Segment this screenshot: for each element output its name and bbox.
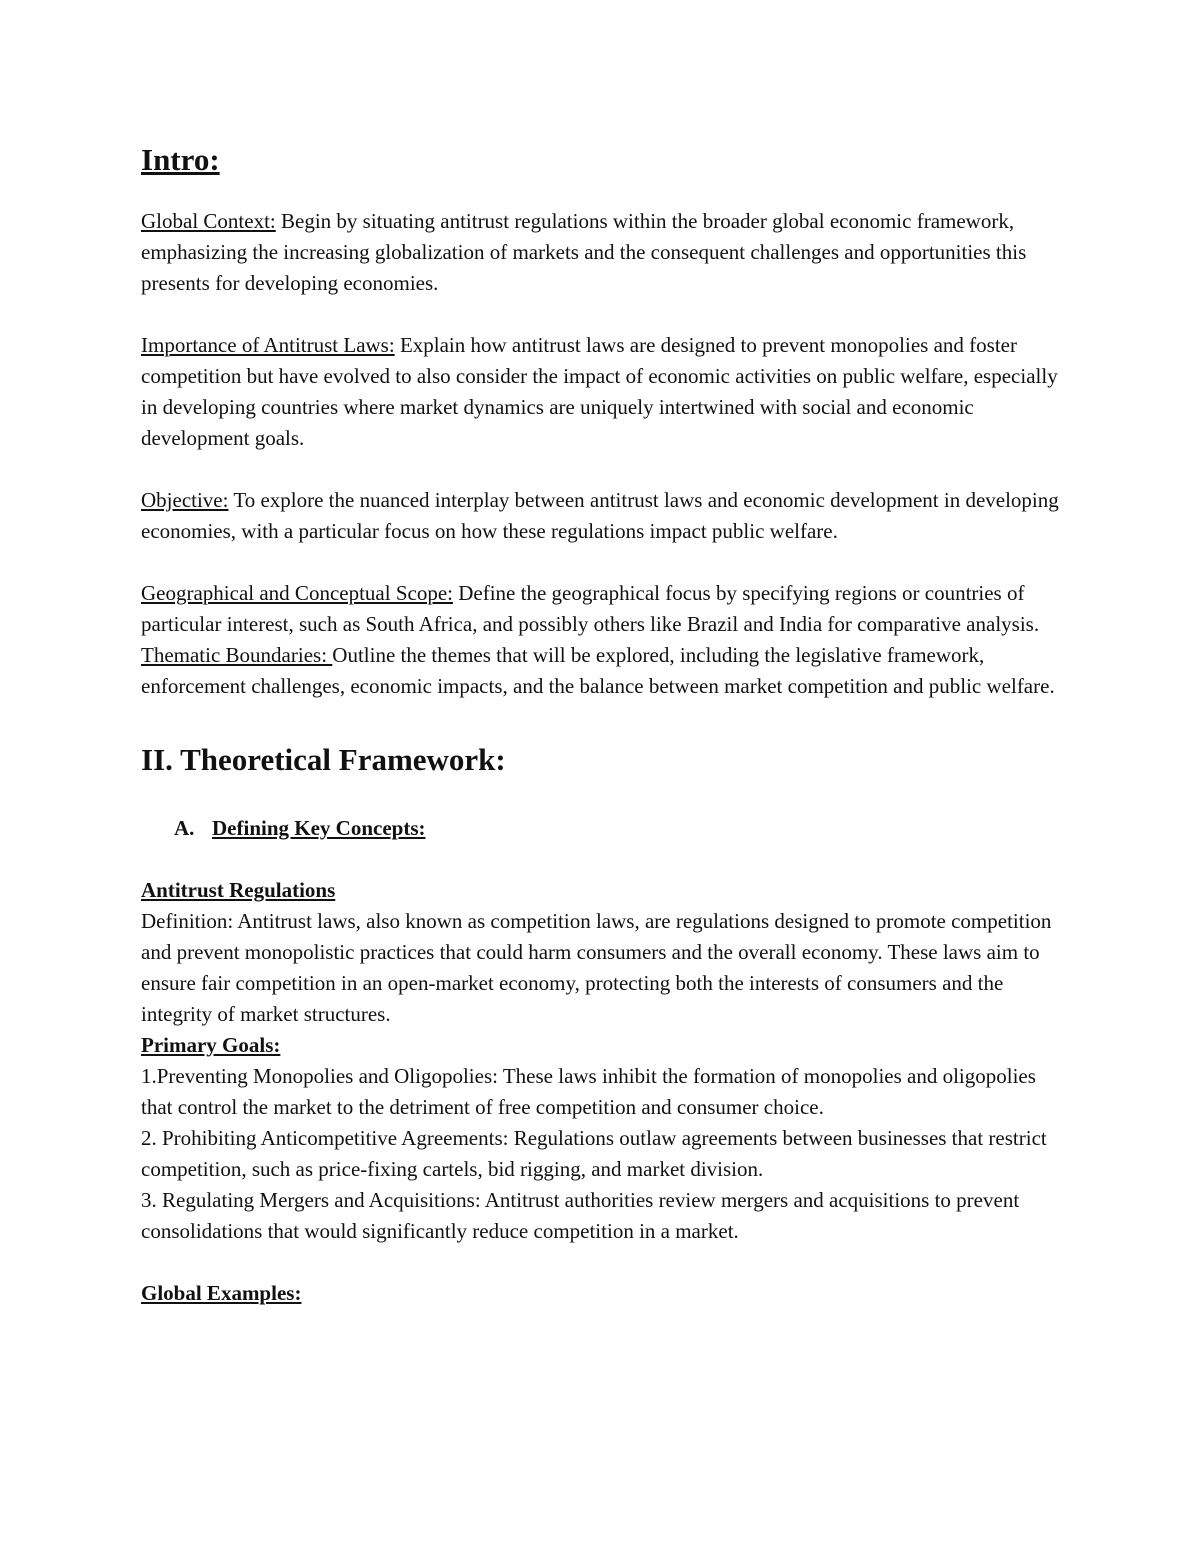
- goal-item: 3. Regulating Mergers and Acquisitions: Antitrust authorities review mergers and acquisitions to prevent consolidations that would significantly reduce competition in a market.: [141, 1188, 1020, 1243]
- scope-paragraph: [141, 578, 1071, 640]
- antitrust-definition: Definition: Antitrust laws, also known as competition laws, are regulations designed to promote competition and prevent monopolistic practices that could harm consumers and the overall economy. These laws aim to ensure fair competition in an open-market economy, protecting both the interests of consumers and the integrity of market structures.: [141, 909, 1052, 1026]
- importance-text: Explain how antitrust laws are designed to prevent monopolies and foster competition but have evolved to also consider the impact of economic activities on public welfare, especially in developing countries where market dynamics are uniquely intertwined with social and economic development goals.: [141, 333, 1058, 450]
- goal-item: 2. Prohibiting Anticompetitive Agreements: Regulations outlaw agreements between businesses that restrict competition, such as price-fixing cartels, bid rigging, and market division.: [141, 1126, 1047, 1181]
- thematic-paragraph: [141, 640, 1071, 702]
- spacer: [141, 454, 1071, 485]
- global-context-label: Global Context:: [141, 209, 276, 233]
- antitrust-regulations-heading: Antitrust Regulations: [141, 878, 336, 902]
- spacer: [141, 1247, 1071, 1278]
- subsection-title: Defining Key Concepts:: [212, 816, 426, 840]
- thematic-label: Thematic Boundaries:: [141, 643, 333, 667]
- importance-paragraph: [141, 330, 1071, 454]
- global-context-paragraph: [141, 206, 1071, 299]
- global-examples-heading: Global Examples:: [141, 1281, 302, 1305]
- document-page: [141, 140, 1071, 1309]
- spacer: [141, 547, 1071, 578]
- objective-text: To explore the nuanced interplay between antitrust laws and economic development in developing economies, with a particular focus on how these regulations impact public welfare.: [141, 488, 1059, 543]
- subsection-letter: A.: [174, 816, 195, 840]
- scope-label: Geographical and Conceptual Scope:: [141, 581, 453, 605]
- thematic-text: Outline the themes that will be explored, including the legislative framework, enforcement challenges, economic impacts, and the balance between market competition and public welfare.: [141, 643, 1055, 698]
- goal-item: 1.Preventing Monopolies and Oligopolies: These laws inhibit the formation of monopolies and oligopolies that control the market to the detriment of free competition and consumer choice.: [141, 1064, 1036, 1119]
- subsection-heading: [141, 813, 1071, 844]
- scope-text: Define the geographical focus by specifying regions or countries of particular interest, such as South Africa, and possibly others like Brazil and India for comparative analysis.: [141, 581, 1040, 636]
- global-context-text: Begin by situating antitrust regulations within the broader global economic framework, emphasizing the increasing globalization of markets and the consequent challenges and opportunities this presents for developing economies.: [141, 209, 1027, 295]
- intro-title: Intro:: [141, 142, 220, 177]
- objective-label: Objective:: [141, 488, 229, 512]
- section-title: II. Theoretical Framework:: [141, 742, 506, 777]
- primary-goals-heading: Primary Goals:: [141, 1033, 281, 1057]
- importance-label: Importance of Antitrust Laws:: [141, 333, 395, 357]
- spacer: [141, 299, 1071, 330]
- objective-paragraph: [141, 485, 1071, 547]
